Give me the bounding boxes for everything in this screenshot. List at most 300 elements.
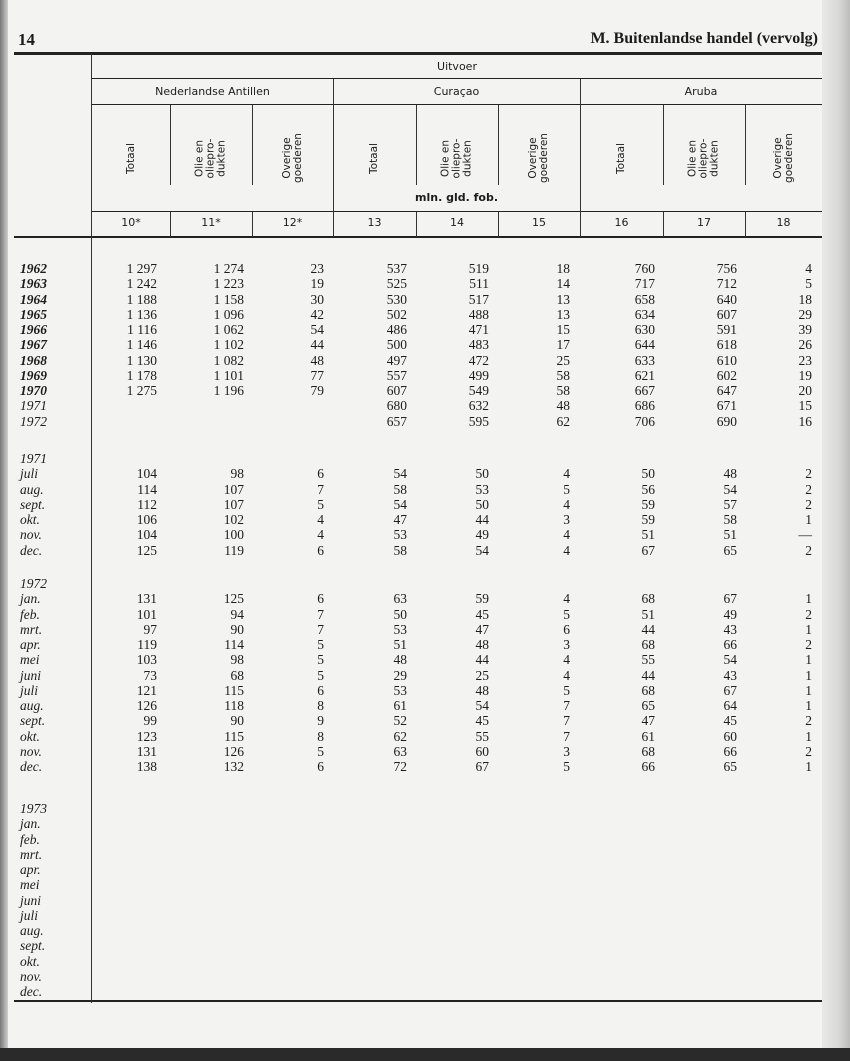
- table-cell: 18: [556, 261, 570, 276]
- table-row: [0, 497, 850, 512]
- table-row: [0, 938, 850, 953]
- table-cell: 4: [563, 527, 570, 543]
- table-cell: 47: [641, 713, 655, 729]
- table-cell: 57: [723, 496, 737, 512]
- header-uitvoer: Uitvoer: [437, 60, 477, 73]
- column-header: [170, 108, 252, 208]
- table-row: [0, 261, 850, 276]
- table-cell: 61: [393, 698, 407, 713]
- table-cell: 67: [641, 542, 655, 558]
- table-cell: 90: [230, 621, 244, 637]
- table-cell: 595: [468, 413, 489, 429]
- table-cell: 607: [386, 383, 407, 398]
- column-header-label: Totaal: [124, 142, 137, 174]
- table-cell: 6: [317, 542, 324, 558]
- header-group-aruba: Aruba: [684, 85, 718, 98]
- bottom-rule: [14, 1000, 822, 1002]
- table-cell: 55: [641, 652, 655, 668]
- row-label: 1966: [20, 322, 47, 337]
- column-number: 18: [776, 216, 791, 229]
- column-header-label: Totaal: [368, 142, 380, 174]
- table-cell: 99: [143, 713, 157, 729]
- table-row: [0, 543, 850, 558]
- table-cell: 90: [230, 713, 244, 729]
- table-cell: 1: [805, 652, 812, 668]
- table-cell: 54: [723, 652, 737, 668]
- table-cell: 51: [641, 606, 655, 622]
- table-cell: 53: [393, 682, 407, 698]
- section-title: 1973: [20, 801, 47, 816]
- table-cell: 5: [563, 759, 570, 774]
- column-header-label: Totaal: [615, 142, 627, 174]
- table-cell: 4: [563, 496, 570, 512]
- table-cell: 98: [230, 466, 244, 482]
- row-label: 1967: [20, 337, 47, 353]
- row-label: mei: [20, 877, 40, 893]
- table-cell: 19: [310, 276, 324, 292]
- table-cell: 2: [805, 743, 812, 759]
- table-cell: 8: [317, 728, 324, 744]
- column-number: 13: [367, 216, 382, 229]
- table-cell: 52: [393, 713, 407, 729]
- table-cell: 62: [393, 728, 407, 744]
- table-cell: 51: [723, 527, 737, 543]
- table-cell: 5: [563, 481, 570, 497]
- top-rule: [14, 52, 822, 55]
- table-cell: 680: [386, 398, 407, 414]
- table-cell: 633: [634, 352, 655, 368]
- table-row: [0, 607, 850, 622]
- table-cell: 15: [556, 322, 570, 337]
- table-cell: 1 242: [126, 276, 157, 292]
- table-row: [0, 832, 850, 847]
- table-cell: 1 223: [213, 276, 244, 292]
- table-row: [0, 322, 850, 337]
- table-cell: 549: [468, 383, 489, 398]
- table-cell: 67: [723, 682, 737, 698]
- column-header-label: Overige goederen: [527, 133, 550, 183]
- table-cell: 1: [805, 728, 812, 744]
- column-header: [92, 108, 170, 208]
- table-cell: 1 136: [126, 306, 157, 322]
- column-header: [498, 108, 580, 208]
- table-row: [0, 893, 850, 908]
- table-cell: 44: [310, 337, 324, 353]
- table-cell: 2: [805, 481, 812, 497]
- table-cell: 48: [475, 682, 489, 698]
- table-cell: 125: [223, 591, 244, 607]
- table-cell: 7: [317, 481, 324, 497]
- table-row: [0, 368, 850, 383]
- table-cell: 2: [805, 542, 812, 558]
- table-cell: 7: [563, 713, 570, 729]
- table-cell: 61: [641, 728, 655, 744]
- table-cell: 68: [641, 591, 655, 607]
- table-cell: 65: [641, 698, 655, 713]
- table-cell: 5: [317, 667, 324, 683]
- table-cell: 4: [805, 261, 812, 276]
- column-number: 16: [614, 216, 629, 229]
- column-header-label: Olie en oliepro- dukten: [193, 138, 228, 178]
- rule: [92, 78, 822, 79]
- table-cell: 632: [468, 398, 489, 414]
- table-cell: 59: [475, 591, 489, 607]
- table-cell: 483: [468, 337, 489, 353]
- table-cell: 73: [143, 667, 157, 683]
- table-cell: 2: [805, 466, 812, 482]
- column-header-label: Olie en oliepro- dukten: [439, 138, 474, 178]
- table-cell: 760: [634, 261, 655, 276]
- table-cell: 471: [468, 322, 489, 337]
- table-cell: 30: [310, 291, 324, 307]
- table-cell: 4: [317, 512, 324, 527]
- table-cell: 54: [723, 481, 737, 497]
- table-row: [0, 383, 850, 398]
- table-cell: 6: [317, 682, 324, 698]
- table-cell: 1: [805, 512, 812, 527]
- table-cell: 58: [556, 367, 570, 383]
- table-cell: 29: [393, 667, 407, 683]
- table-cell: 126: [136, 698, 157, 713]
- table-cell: 6: [317, 759, 324, 774]
- table-cell: 114: [224, 637, 244, 652]
- row-label: mei: [20, 652, 40, 668]
- table-cell: 4: [317, 527, 324, 543]
- table-cell: 94: [230, 606, 244, 622]
- table-row: [0, 713, 850, 728]
- table-row: [0, 512, 850, 527]
- row-label: 1970: [20, 383, 47, 398]
- table-cell: 671: [716, 398, 737, 414]
- table-cell: 497: [386, 352, 407, 368]
- table-cell: 16: [798, 413, 812, 429]
- table-cell: 7: [317, 606, 324, 622]
- table-cell: 640: [716, 291, 737, 307]
- table-cell: 79: [310, 383, 324, 398]
- table-cell: 63: [393, 743, 407, 759]
- table-cell: 472: [468, 352, 489, 368]
- table-cell: 9: [317, 713, 324, 729]
- table-cell: 44: [475, 512, 489, 527]
- row-label: 1963: [20, 276, 47, 292]
- table-cell: 5: [563, 606, 570, 622]
- page-bottom-edge: [0, 1048, 850, 1061]
- table-cell: 23: [310, 261, 324, 276]
- column-header: [252, 108, 333, 208]
- table-cell: 500: [386, 337, 407, 353]
- table-cell: 25: [556, 352, 570, 368]
- table-cell: 44: [641, 621, 655, 637]
- table-row: [0, 759, 850, 774]
- table-cell: 1: [805, 667, 812, 683]
- table-cell: 115: [224, 728, 244, 744]
- table-cell: 104: [136, 466, 157, 482]
- table-row: [0, 847, 850, 862]
- table-cell: 103: [136, 652, 157, 668]
- section-header: [0, 451, 850, 466]
- table-cell: 1 297: [126, 261, 157, 276]
- column-header: [416, 108, 498, 208]
- table-cell: 1 188: [126, 291, 157, 307]
- row-label: dec.: [20, 984, 43, 999]
- table-row: [0, 398, 850, 413]
- table-cell: 4: [563, 667, 570, 683]
- table-cell: —: [798, 527, 812, 543]
- table-row: [0, 622, 850, 637]
- table-cell: 66: [723, 637, 737, 652]
- table-cell: 756: [716, 261, 737, 276]
- table-cell: 123: [136, 728, 157, 744]
- table-cell: 686: [634, 398, 655, 414]
- table-cell: 112: [137, 496, 157, 512]
- table-cell: 44: [641, 667, 655, 683]
- table-cell: 25: [475, 667, 489, 683]
- table-row: [0, 527, 850, 542]
- table-cell: 121: [136, 682, 157, 698]
- table-row: [0, 729, 850, 744]
- table-cell: 68: [641, 637, 655, 652]
- table-cell: 48: [556, 398, 570, 414]
- table-cell: 621: [634, 367, 655, 383]
- table-cell: 511: [469, 276, 489, 292]
- table-cell: 7: [563, 698, 570, 713]
- row-label: juni: [20, 892, 42, 908]
- table-cell: 62: [556, 413, 570, 429]
- row-label: feb.: [20, 606, 40, 622]
- table-cell: 51: [393, 637, 407, 652]
- table-cell: 66: [723, 743, 737, 759]
- row-label: juli: [20, 682, 39, 698]
- table-cell: 2: [805, 713, 812, 729]
- row-label: aug.: [20, 481, 44, 497]
- table-cell: 106: [136, 512, 157, 527]
- table-cell: 517: [468, 291, 489, 307]
- section-header: [0, 801, 850, 816]
- table-row: [0, 877, 850, 892]
- table-row: [0, 652, 850, 667]
- row-label: feb.: [20, 831, 40, 847]
- table-cell: 58: [393, 542, 407, 558]
- table-cell: 67: [723, 591, 737, 607]
- table-cell: 132: [223, 759, 244, 774]
- table-cell: 15: [798, 398, 812, 414]
- table-cell: 51: [641, 527, 655, 543]
- table-cell: 45: [475, 606, 489, 622]
- table-cell: 6: [317, 591, 324, 607]
- table-cell: 13: [556, 291, 570, 307]
- table-row: [0, 591, 850, 606]
- row-label: 1965: [20, 306, 47, 322]
- row-label: 1972: [20, 413, 47, 429]
- table-cell: 48: [310, 352, 324, 368]
- table-cell: 525: [386, 276, 407, 292]
- row-label: juni: [20, 667, 42, 683]
- column-number: 17: [697, 216, 711, 229]
- table-cell: 100: [223, 527, 244, 543]
- table-cell: 101: [136, 606, 157, 622]
- table-cell: 56: [641, 481, 655, 497]
- table-cell: 610: [716, 352, 737, 368]
- column-number: 15: [532, 216, 546, 229]
- row-label: nov.: [20, 743, 42, 759]
- column-number: 11*: [201, 216, 221, 229]
- table-cell: 54: [475, 698, 489, 713]
- row-label: dec.: [20, 759, 43, 774]
- table-cell: 104: [136, 527, 157, 543]
- table-cell: 72: [393, 759, 407, 774]
- table-cell: 63: [393, 591, 407, 607]
- table-cell: 1 062: [213, 322, 244, 337]
- table-cell: 1 101: [213, 367, 244, 383]
- column-header: [663, 108, 745, 208]
- table-cell: 66: [641, 759, 655, 774]
- table-cell: 1 102: [213, 337, 244, 353]
- page-number: 14: [18, 30, 35, 49]
- table-cell: 1 146: [126, 337, 157, 353]
- table-cell: 68: [230, 667, 244, 683]
- table-cell: 60: [723, 728, 737, 744]
- table-cell: 502: [386, 306, 407, 322]
- column-header: [745, 108, 822, 208]
- page-title: M. Buitenlandse handel (vervolg): [590, 30, 818, 47]
- table-cell: 45: [475, 713, 489, 729]
- table-cell: 647: [716, 383, 737, 398]
- table-cell: 537: [386, 261, 407, 276]
- table-cell: 68: [641, 682, 655, 698]
- row-label: okt.: [20, 953, 40, 969]
- header-unit: mln. gld. fob.: [415, 191, 498, 204]
- row-label: apr.: [20, 637, 41, 652]
- table-cell: 1: [805, 759, 812, 774]
- table-row: [0, 637, 850, 652]
- table-cell: 690: [716, 413, 737, 429]
- table-cell: 43: [723, 667, 737, 683]
- table-cell: 1: [805, 682, 812, 698]
- table-cell: 44: [475, 652, 489, 668]
- table-cell: 49: [475, 527, 489, 543]
- table-cell: 59: [641, 512, 655, 527]
- table-cell: 712: [716, 276, 737, 292]
- row-label: mrt.: [20, 621, 43, 637]
- section-title: 1971: [20, 451, 47, 466]
- header-bottom-rule: [14, 236, 822, 238]
- table-cell: 17: [556, 337, 570, 353]
- table-cell: 1 275: [126, 383, 157, 398]
- table-cell: 47: [393, 512, 407, 527]
- row-label: juli: [20, 466, 39, 482]
- row-label: okt.: [20, 512, 40, 527]
- table-cell: 107: [223, 481, 244, 497]
- table-cell: 5: [317, 743, 324, 759]
- table-cell: 48: [475, 637, 489, 652]
- table-cell: 125: [136, 542, 157, 558]
- table-cell: 42: [310, 306, 324, 322]
- table-cell: 1 130: [126, 352, 157, 368]
- table-cell: 50: [393, 606, 407, 622]
- rule: [92, 211, 822, 212]
- table-row: [0, 816, 850, 831]
- table-cell: 706: [634, 413, 655, 429]
- table-row: [0, 923, 850, 938]
- table-row: [0, 683, 850, 698]
- column-header: [333, 108, 416, 208]
- table-cell: 97: [143, 621, 157, 637]
- table-cell: 29: [798, 306, 812, 322]
- table-cell: 7: [317, 621, 324, 637]
- table-cell: 59: [641, 496, 655, 512]
- table-cell: 67: [475, 759, 489, 774]
- row-label: dec.: [20, 542, 43, 558]
- column-header-label: Overige goederen: [771, 133, 795, 183]
- table-cell: 65: [723, 759, 737, 774]
- table-cell: 48: [723, 466, 737, 482]
- table-cell: 1 196: [213, 383, 244, 398]
- table-cell: 107: [223, 496, 244, 512]
- row-label: apr.: [20, 862, 41, 877]
- table-row: [0, 292, 850, 307]
- table-cell: 4: [563, 466, 570, 482]
- column-header-label: Olie en oliepro- dukten: [686, 138, 721, 178]
- table-cell: 6: [563, 621, 570, 637]
- table-cell: 1 274: [213, 261, 244, 276]
- table-cell: 8: [317, 698, 324, 713]
- table-cell: 50: [641, 466, 655, 482]
- table-cell: 53: [393, 527, 407, 543]
- row-label: 1971: [20, 398, 47, 414]
- table-row: [0, 668, 850, 683]
- row-label: 1964: [20, 291, 47, 307]
- table-cell: 126: [223, 743, 244, 759]
- table-cell: 486: [386, 322, 407, 337]
- table-cell: 657: [386, 413, 407, 429]
- table-cell: 2: [805, 637, 812, 652]
- table-cell: 2: [805, 496, 812, 512]
- table-row: [0, 482, 850, 497]
- table-row: [0, 862, 850, 877]
- table-cell: 138: [136, 759, 157, 774]
- row-label: sept.: [20, 713, 46, 729]
- table-cell: 488: [468, 306, 489, 322]
- table-cell: 43: [723, 621, 737, 637]
- table-cell: 50: [475, 496, 489, 512]
- table-cell: 3: [563, 637, 570, 652]
- table-cell: 5: [563, 682, 570, 698]
- table-cell: 1: [805, 591, 812, 607]
- table-row: [0, 353, 850, 368]
- row-label: aug.: [20, 923, 44, 938]
- table-cell: 634: [634, 306, 655, 322]
- table-row: [0, 466, 850, 481]
- row-label: 1962: [20, 261, 47, 276]
- table-cell: 45: [723, 713, 737, 729]
- table-cell: 667: [634, 383, 655, 398]
- table-row: [0, 908, 850, 923]
- table-cell: 1: [805, 621, 812, 637]
- table-row: [0, 414, 850, 429]
- table-row: [0, 969, 850, 984]
- table-cell: 49: [723, 606, 737, 622]
- table-cell: 3: [563, 743, 570, 759]
- table-cell: 5: [317, 637, 324, 652]
- table-cell: 3: [563, 512, 570, 527]
- table-cell: 58: [556, 383, 570, 398]
- column-number: 10*: [121, 216, 141, 229]
- table-cell: 58: [393, 481, 407, 497]
- table-cell: 19: [798, 367, 812, 383]
- table-cell: 55: [475, 728, 489, 744]
- table-cell: 65: [723, 542, 737, 558]
- table-cell: 23: [798, 352, 812, 368]
